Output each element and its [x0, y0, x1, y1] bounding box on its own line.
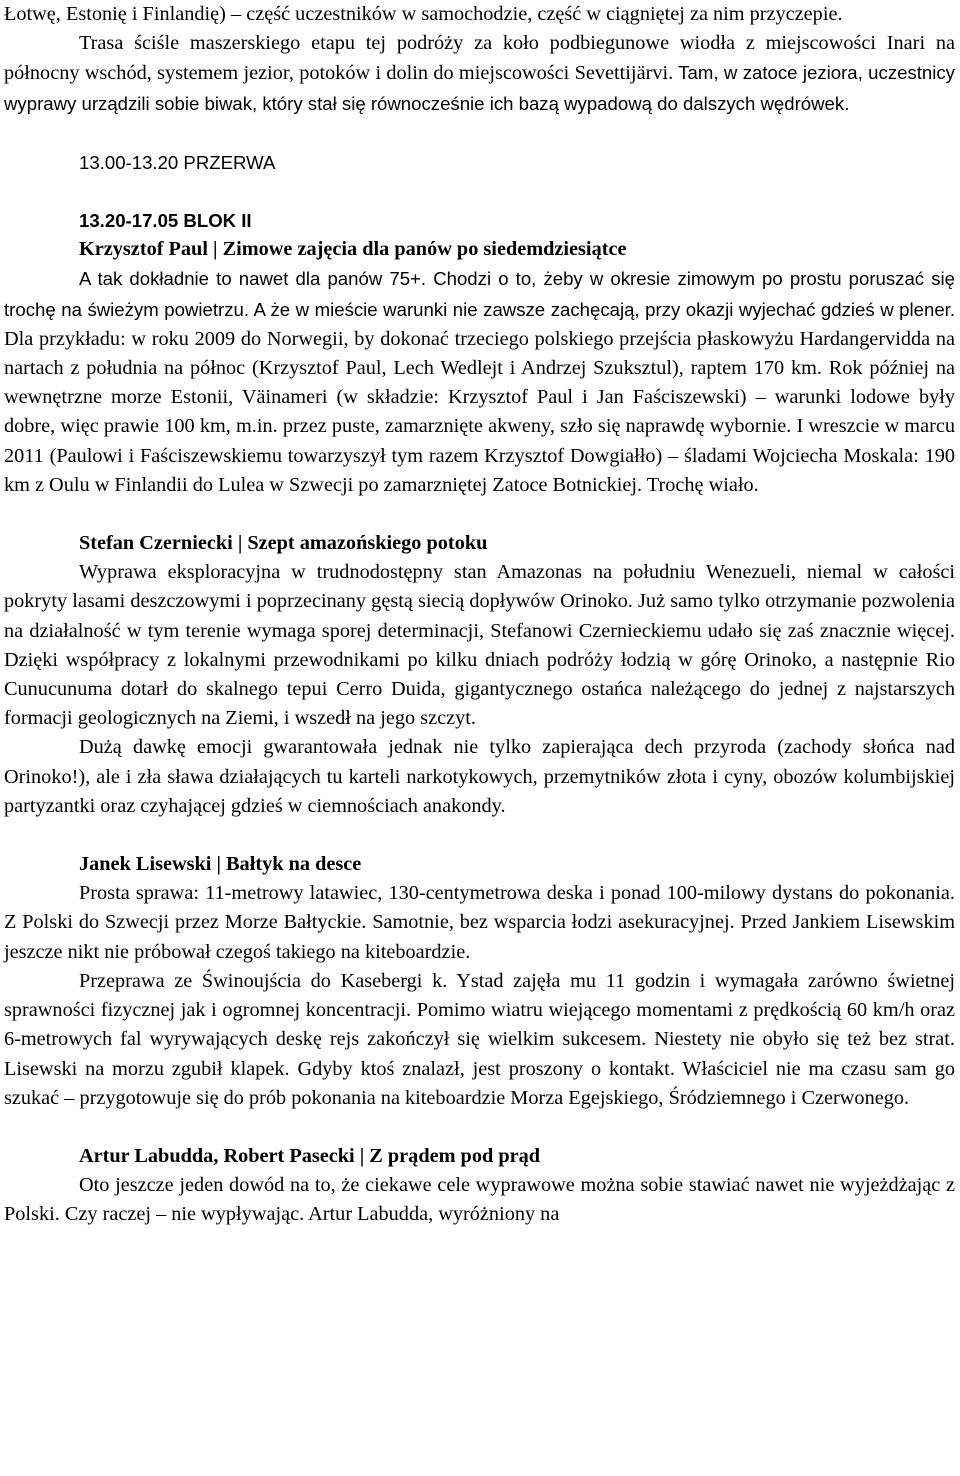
talk-4-paragraph-1: Oto jeszcze jeden dowód na to, że ciekawe cele wyprawowe można sobie stawiać nawet nie wyjeżdżając z Polski. Czy raczej – nie wypływając. Artur Labudda, wyróżniony na: [4, 1174, 955, 1226]
talk-2-paragraph-1: Wyprawa eksploracyjna w trudnodostępny stan Amazonas na południu Wenezueli, niemal w całości pokryty lasami deszczowymi i poprzecinany gęstą siecią dopływów Orinoko. Już samo tylko otrzymanie pozwolenia na działalność w tym terenie wymaga sporej determinacji, Stefanowi Czernieckiemu udało się zaś znacznie więcej. Dzięki współpracy z lokalnymi przewodnikami po kilku dniach podróży łodzią w górę Orinoko, a następnie Rio Cunucunuma dotarł do skalnego tepui Cerro Duida, gigantycznego ostańca należącego do jednej z najstarszych formacji geologicznych na Ziemi, i wszedł na jego szczyt.: [4, 561, 955, 730]
schedule-block-heading: 13.20-17.05 BLOK II: [79, 210, 252, 232]
talk-1-paragraph-sans: A tak dokładnie to nawet dla panów 75+. Chodzi o to, żeby w okresie zimowym po prostu poruszać się trochę na świeżym powietrzu. A że w mieście warunki nie zawsze zachęcają, przy okazji wyjechać gdzieś w plener.: [4, 268, 955, 320]
schedule-break: 13.00-13.20 PRZERWA: [79, 151, 276, 173]
intro-paragraph-2-serif: Trasa ściśle maszerskiego etapu tej podróży za koło podbiegunowe wiodła z miejscowości Inari na północny wschód, systemem jezior, potoków i dolin do miejscowości Sevettijärvi.: [4, 32, 955, 85]
talk-1-title: Krzysztof Paul | Zimowe zajęcia dla panów po siedemdziesiątce: [79, 238, 627, 261]
talk-2-title: Stefan Czerniecki | Szept amazońskiego potoku: [79, 532, 488, 555]
talk-2-paragraph-2: Dużą dawkę emocji gwarantowała jednak nie tylko zapierająca dech przyroda (zachody słońca nad Orinoko!), ale i zła sława działających tu karteli narkotykowych, przemytników złota i cyny, obozów kolumbijskiej partyzantki oraz czyhającej gdzieś w ciemnościach anakondy.: [4, 736, 955, 817]
spacer: [4, 119, 955, 148]
spacer: [4, 500, 955, 529]
spacer: [4, 177, 955, 206]
intro-paragraph-2: [4, 29, 955, 119]
intro-paragraph-2-sans: Tam, w zatoce jeziora, uczestnicy wyprawy urządzili sobie biwak, który stał się równocześnie ich bazą wypadową do dalszych wędrówek.: [4, 62, 955, 114]
intro-paragraph-1: Łotwę, Estonię i Finlandię) – część uczestników w samochodzie, część w ciągniętej za nim przyczepie.: [4, 3, 843, 25]
talk-3-title: Janek Lisewski | Bałtyk na desce: [79, 853, 362, 876]
spacer: [4, 1113, 955, 1142]
talk-4-title: Artur Labudda, Robert Pasecki | Z prądem pod prąd: [79, 1144, 541, 1167]
talk-1-paragraph: [4, 264, 955, 500]
document-page: [4, 0, 955, 1230]
talk-3-paragraph-1: Prosta sprawa: 11-metrowy latawiec, 130-centymetrowa deska i ponad 100-milowy dystans do pokonania. Z Polski do Szwecji przez Morze Bałtyckie. Samotnie, bez wsparcia łodzi asekuracyjnej. Przed Jankiem Lisewskim jeszcze nikt nie próbował czegoś takiego na kiteboardzie.: [4, 882, 955, 963]
spacer: [4, 821, 955, 850]
talk-1-paragraph-serif: Dla przykładu: w roku 2009 do Norwegii, by dokonać trzeciego polskiego przejścia płaskowyżu Hardangervidda na nartach z południa na północ (Krzysztof Paul, Lech Wedlejt i Andrzej Szuksztul), raptem 170 km. Rok później na wewnętrzne morze Estonii, Väinameri (w składzie: Krzysztof Paul i Jan Faściszewski) – warunki lodowe były dobre, więc prawie 100 km, m.in. przez puste, zamarznięte akweny, szło się naprawdę wybornie. I wreszcie w marcu 2011 (Paulowi i Faściszewskiemu towarzyszył tym razem Krzysztof Dowgiałło) – śladami Wojciecha Moskala: 190 km z Oulu w Finlandii do Lulea w Szwecji po zamarzniętej Zatoce Botnickiej. Trochę wiało.: [4, 327, 955, 496]
talk-3-paragraph-2: Przeprawa ze Świnoujścia do Kasebergi k. Ystad zajęła mu 11 godzin i wymagała zarówno świetnej sprawności fizycznej jak i ogromnej koncentracji. Pomimo wiatru wiejącego momentami z prędkością 60 km/h oraz 6-metrowych fal wyrywających deskę rejs zakończył się wielkim sukcesem. Niestety nie obyło się też bez strat. Lisewski na morzu zgubił klapek. Gdyby ktoś znalazł, jest proszony o kontakt. Właściciel nie ma czasu sam go szukać – przygotowuje się do prób pokonania na kiteboardzie Morza Egejskiego, Śródziemnego i Czerwonego.: [4, 969, 955, 1109]
